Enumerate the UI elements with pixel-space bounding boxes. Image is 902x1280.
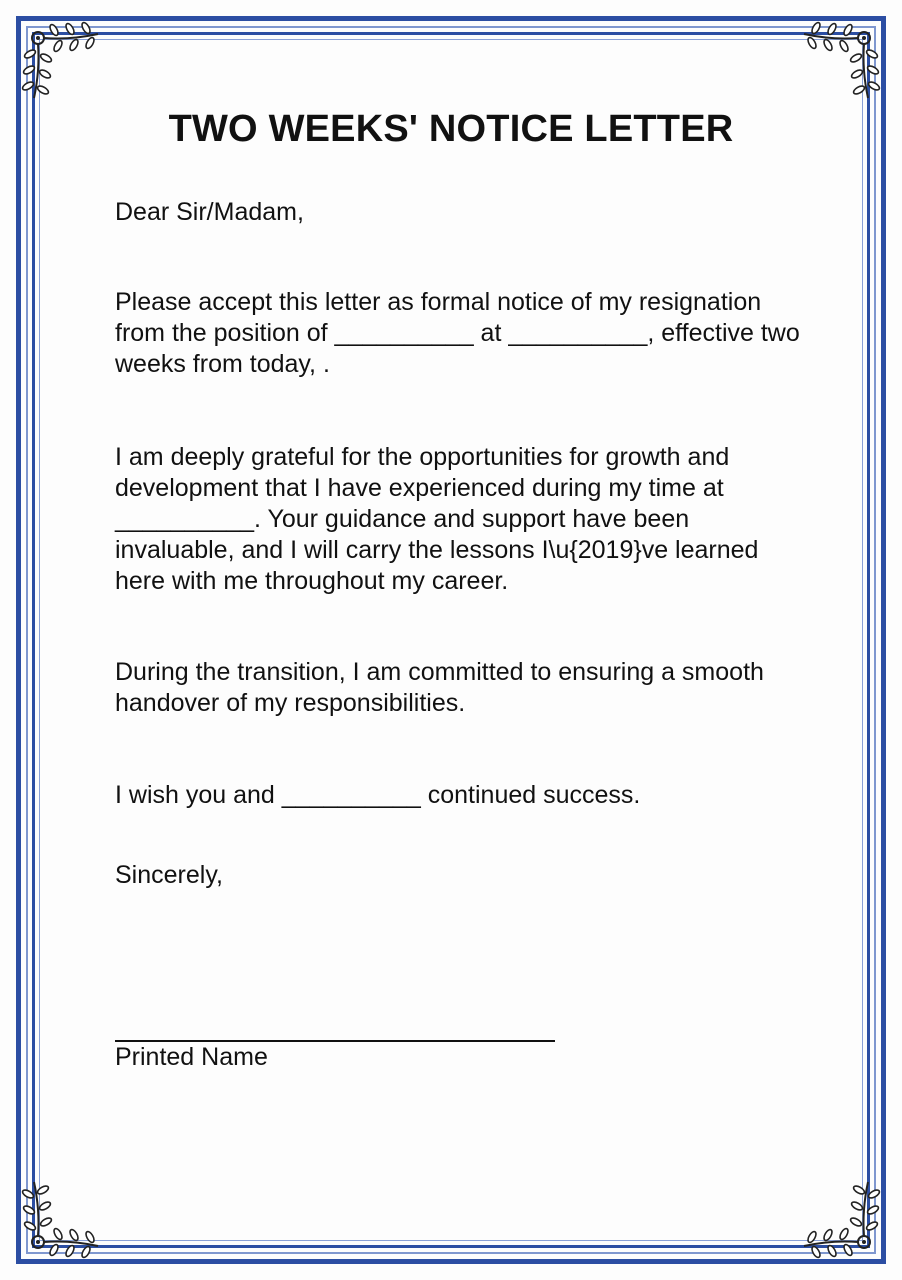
paragraph-gratitude: I am deeply grateful for the opportunities for growth and development that I have experienced during my time at __________. Your guidance and support have been invaluable, and I will carry the lessons I\u{2019}ve learned here with me throughout my career. bbox=[115, 443, 759, 595]
paragraph-wishes: I wish you and __________ continued success. bbox=[115, 781, 641, 809]
corner-ornament-bottom-right-icon bbox=[798, 1176, 882, 1260]
closing: Sincerely, bbox=[115, 861, 223, 889]
printed-name-label: Printed Name bbox=[115, 1043, 268, 1071]
letter-title: TWO WEEKS' NOTICE LETTER bbox=[168, 108, 734, 150]
greeting: Dear Sir/Madam, bbox=[115, 198, 304, 226]
paragraph-resignation: Please accept this letter as formal notice of my resignation from the position of __________ at __________, effective two weeks from today, . bbox=[115, 288, 800, 378]
corner-ornament-top-right-icon bbox=[798, 20, 882, 104]
paragraph-transition: During the transition, I am committed to ensuring a smooth handover of my responsibilities. bbox=[115, 658, 764, 717]
corner-ornament-top-left-icon bbox=[20, 20, 104, 104]
corner-ornament-bottom-left-icon bbox=[20, 1176, 104, 1260]
